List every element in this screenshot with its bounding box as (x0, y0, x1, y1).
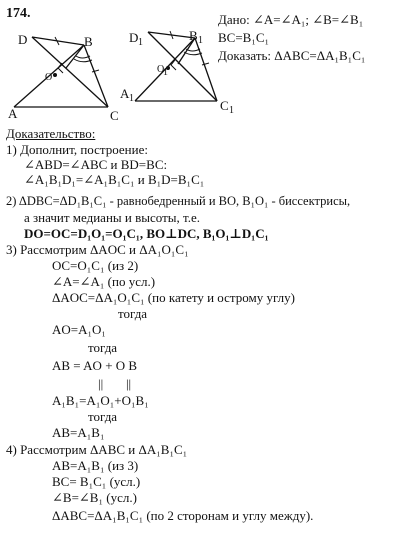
step-4-title: 4) Рассмотрим ΔABC и ΔA₁B₁C₁ (6, 442, 188, 457)
step-3-line-k: AB=A₁B₁ (52, 425, 105, 440)
given-line-2: BC=B₁C₁ (218, 30, 270, 45)
step-4-line-b: BC= B₁C₁ (усл.) (52, 474, 141, 489)
label-d1: D (129, 30, 139, 45)
step-3-line-e: AO=A₁O₁ (52, 322, 106, 337)
label-c1-sub: 1 (229, 105, 234, 116)
step-1-line-b: ∠A₁B₁D₁=∠A₁B₁C₁ и B₁D=B₁C₁ (24, 172, 205, 187)
step-4-line-d: ΔABC=ΔA₁B₁C₁ (по 2 сторонам и углу между). (52, 508, 314, 523)
step-3-line-j: тогда (88, 409, 118, 424)
step-4-line-a: AB=A₁B₁ (из 3) (52, 458, 139, 473)
step-3-line-g: AB = AO + O B (52, 358, 138, 373)
step-2-line-b: а значит медианы и высоты, т.е. (24, 210, 200, 225)
step-3-line-h: || || (98, 376, 132, 391)
tick-bc (92, 70, 99, 72)
label-o1: O (157, 64, 165, 75)
angle-arc-2b (184, 52, 202, 55)
label-a: A (8, 106, 18, 121)
label-b1-sub: 1 (198, 35, 203, 46)
step-3-line-a: OC=O₁C₁ (из 2) (52, 258, 139, 273)
segment-bc (84, 45, 108, 107)
segment-b1c1 (195, 38, 217, 101)
label-b: B (84, 34, 93, 49)
given-line-1: Дано: ∠A=∠A₁; ∠B=∠B₁ (218, 12, 364, 27)
label-b1: B (189, 28, 198, 43)
step-3-title: 3) Рассмотрим ΔAOC и ΔA₁O₁C₁ (6, 242, 189, 257)
label-o1-sub: 1 (163, 67, 168, 78)
step-4-line-c: ∠B=∠B₁ (усл.) (52, 490, 137, 505)
label-d: D (18, 32, 28, 47)
step-1-title: 1) Дополнит, построение: (6, 142, 148, 157)
step-3-line-f: тогда (88, 340, 118, 355)
label-c: C (110, 108, 119, 123)
step-3-line-b: ∠A=∠A₁ (по усл.) (52, 274, 156, 289)
step-3-line-c: ΔAOC=ΔA₁O₁C₁ (по катету и острому углу) (52, 290, 295, 305)
step-3-line-i: A₁B₁=A₁O₁+O₁B₁ (52, 393, 149, 408)
figure-right (135, 31, 217, 101)
step-3-line-d: тогда (118, 306, 148, 321)
step-2-line-a: 2) ΔDBC=ΔD₁B₁C₁ - равнобедренный и BO, B₁O₁ - биссектрисы, (6, 194, 351, 208)
segment-bo (66, 45, 84, 68)
label-a1: A (120, 86, 130, 101)
tick-b1c1 (202, 63, 209, 65)
given-line-3: Доказать: ΔABC=ΔA₁B₁C₁ (218, 48, 366, 63)
segment-dc (32, 37, 108, 107)
step-1-line-a: ∠ABD=∠ABC и BD=BC: (24, 157, 168, 172)
step-2-line-c: DO=OC=D₁O₁=O₁C₁, BO⊥DC, B₁O₁⊥D₁C₁ (24, 226, 269, 241)
figure-left (14, 37, 108, 107)
point-o (53, 73, 57, 77)
label-o: O (45, 72, 53, 83)
label-c1: C (220, 98, 229, 113)
proof-heading: Доказательство: (6, 126, 96, 141)
label-a1-sub: 1 (129, 93, 134, 104)
problem-number: 174. (6, 6, 31, 21)
label-d1-sub: 1 (138, 37, 143, 48)
